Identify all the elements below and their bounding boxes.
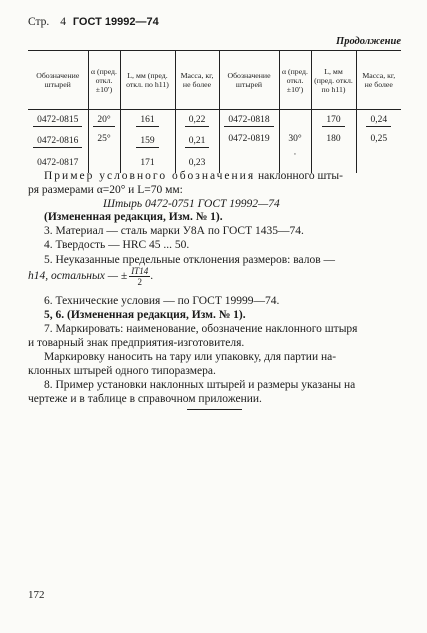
example-line-2: ря размерами α=20° и L=70 мм: [28, 184, 183, 196]
row-code: 0472-0816 [33, 136, 82, 148]
row-mass: 0,21 [185, 136, 210, 148]
row-code: 0472-0819 [228, 134, 270, 144]
col-header-length-2: L, мм (пред. откл. по h11) [311, 51, 356, 110]
row-alpha: 25° [97, 134, 111, 144]
row-length: 171 [140, 157, 155, 168]
table-row [28, 131, 401, 152]
item-7-line-2: и товарный знак предприятия-изготовителя. [28, 337, 245, 349]
row-code: 0472-0815 [33, 115, 82, 127]
item-5-line-2: h14, остальных — ± $\frac{IT14}{2}$ . [28, 266, 154, 287]
col-header-code-2: Обозначение штырей [219, 51, 279, 110]
tolerance-fraction: $\frac{IT14}{2}$ [131, 266, 149, 287]
row-code: 0472-0818 [224, 115, 273, 127]
row-mass: 0,22 [185, 115, 210, 127]
item-7-line-1: 7. Маркировать: наименование, обозначение наклонного штыря [44, 323, 358, 335]
dimensions-table [28, 50, 401, 173]
example-line-1: Пример условного обозначения наклонного шты- [44, 170, 343, 182]
dot-mark: · [293, 150, 297, 160]
marking-line-1: Маркировку наносить на тару или упаковку, для партии на- [44, 351, 337, 363]
item-8-line-1: 8. Пример установки наклонных штырей и размеры указаны на [44, 379, 356, 391]
col-header-code: Обозначение штырей [28, 51, 88, 110]
row-mass: 0,25 [370, 134, 388, 144]
item-5-line-1: 5. Неуказанные предельные отклонения размеров: валов — [44, 254, 336, 266]
row-length: 161 [136, 115, 158, 127]
row-length: 159 [136, 136, 158, 148]
designation-example: Штырь 0472-0751 ГОСТ 19992—74 [103, 198, 280, 210]
page-number: 172 [28, 589, 45, 601]
edit-note-1: (Измененная редакция, Изм. № 1). [44, 211, 223, 223]
row-code: 0472-0817 [37, 157, 79, 168]
col-header-alpha: α (пред. откл. ±10′) [88, 51, 120, 110]
item-8-line-2: чертеже и в таблице в справочном приложении. [28, 393, 262, 405]
row-mass: 0,24 [366, 115, 391, 127]
item-6: 6. Технические условия — по ГОСТ 19999—74. [44, 295, 280, 307]
item-3: 3. Материал — сталь марки У8А по ГОСТ 1435—74. [44, 225, 304, 237]
page-no: 4 [60, 16, 66, 28]
item-4: 4. Твердость — HRC 45 ... 50. [44, 239, 190, 251]
col-header-mass-2: Масса, кг, не более [356, 51, 401, 110]
row-length: 180 [326, 134, 341, 144]
row-mass: 0,23 [188, 157, 206, 168]
col-header-mass: Масса, кг, не более [175, 51, 219, 110]
col-header-length: L, мм (пред. откл. по h11) [120, 51, 175, 110]
col-header-alpha-2: α (пред. откл. ±10′) [279, 51, 311, 110]
table-row [28, 110, 401, 132]
row-alpha: 30° [288, 134, 302, 144]
page-label: Стр. [28, 16, 50, 28]
row-length: 170 [322, 115, 344, 127]
row-alpha: 20° [93, 115, 114, 127]
edit-note-56: 5, 6. (Измененная редакция, Изм. № 1). [44, 309, 246, 321]
continuation-label: Продолжение [336, 36, 401, 47]
page-header [28, 16, 159, 28]
end-rule [187, 409, 242, 410]
marking-line-2: клонных штырей одного типоразмера. [28, 365, 216, 377]
standard-title: ГОСТ 19992—74 [72, 16, 159, 28]
